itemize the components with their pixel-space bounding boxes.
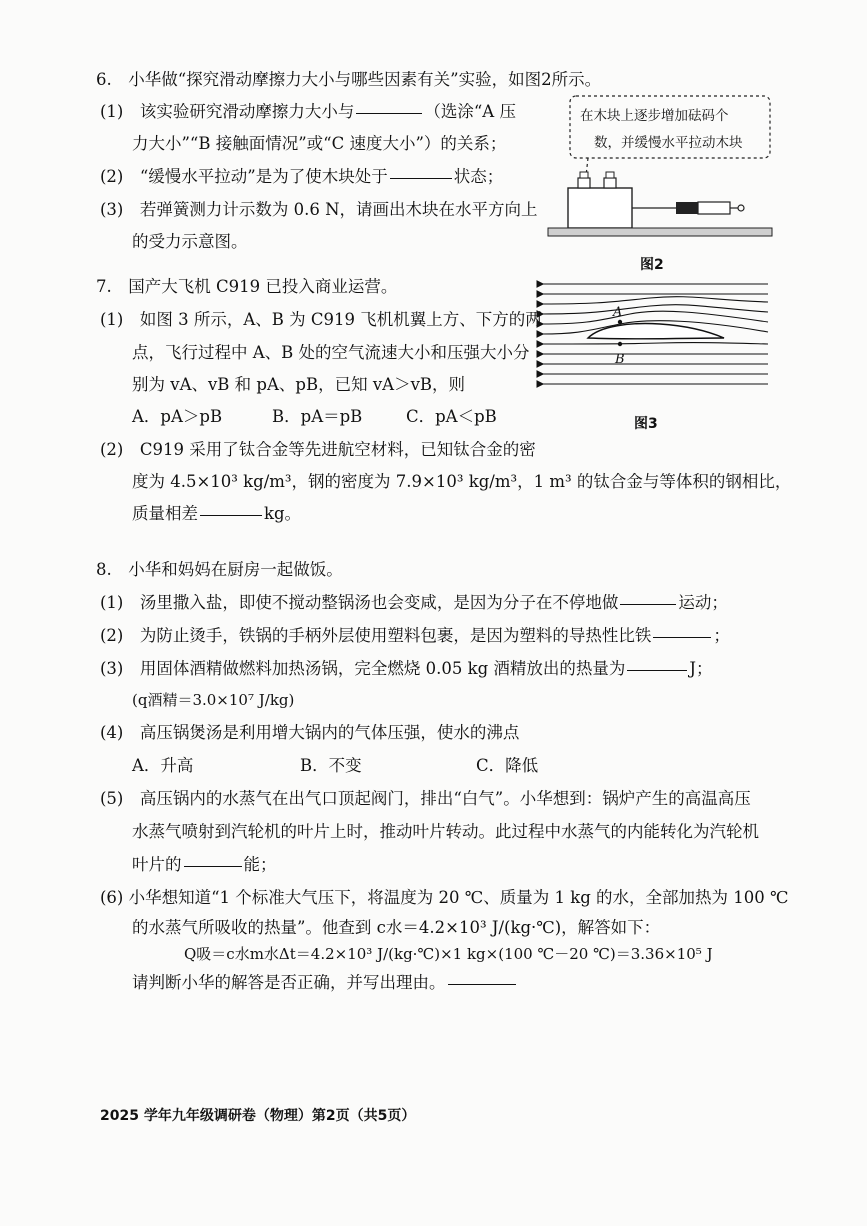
q7-p1-line3: 别为 vA、vB 和 pA、pB，已知 vA＞vB，则 <box>132 375 466 394</box>
q7-p1-line1: (1) 如图 3 所示，A、B 为 C919 飞机机翼上方、下方的两 <box>100 310 542 329</box>
q7-option-c[interactable]: C．pA＜pB <box>406 407 497 426</box>
q6-p3-line2: 的受力示意图。 <box>132 232 248 251</box>
q8-p1-blank[interactable] <box>620 604 676 605</box>
page-footer: 2025 学年九年级调研卷（物理）第2页（共5页） <box>100 1108 416 1124</box>
q6-p3-line1: (3) 若弹簧测力计示数为 0.6 N，请画出木块在水平方向上 <box>100 200 538 219</box>
q6-part2 <box>100 167 503 187</box>
q8-p3-given: (q酒精＝3.0×10⁷ J/kg) <box>132 691 295 709</box>
q8-part2 <box>100 626 730 646</box>
q8-stem: 8. 小华和妈妈在厨房一起做饭。 <box>96 560 343 579</box>
q6-p2-blank[interactable] <box>390 178 452 179</box>
q6-p1-text-b: （选涂“A 压 <box>424 102 516 121</box>
q7-p2-line3 <box>132 504 301 524</box>
figure-2-callout-line2: 数，并缓慢水平拉动木块 <box>594 135 743 151</box>
q7-p2-text-d: kg。 <box>264 504 302 523</box>
q8-p6-text-c: 请判断小华的解答是否正确，并写出理由。 <box>132 973 446 992</box>
q6-stem: 6. 小华做“探究滑动摩擦力大小与哪些因素有关”实验，如图2所示。 <box>96 70 602 89</box>
q8-p6-line1: (6) 小华想知道“1 个标准大气压下，将温度为 20 ℃、质量为 1 kg 的水，全部加热为 100 ℃ <box>100 888 789 907</box>
q8-p1-text-a: (1) 汤里撒入盐，即使不搅动整锅汤也会变咸，是因为分子在不停地做 <box>100 593 619 612</box>
q8-p3-text-b: J； <box>689 659 713 678</box>
q6-p1-line2: 力大小”“B 接触面情况”或“C 速度大小”）的关系； <box>132 134 507 153</box>
q8-part1 <box>100 593 728 613</box>
q8-p1-text-b: 运动； <box>678 593 728 612</box>
q7-p2-line2: 度为 4.5×10³ kg/m³，钢的密度为 7.9×10³ kg/m³，1 m³ 的钛合金与等体积的钢相比， <box>132 472 792 491</box>
q8-p4-line1: (4) 高压锅煲汤是利用增大锅内的气体压强，使水的沸点 <box>100 723 520 742</box>
figure-3-label-a: A <box>613 305 623 320</box>
q7-p2-text-c: 质量相差 <box>132 504 198 523</box>
q6-p2-text-b: 状态； <box>453 167 504 186</box>
q8-p6-line3 <box>132 973 518 993</box>
q8-option-b[interactable]: B．不变 <box>300 756 362 775</box>
q7-p1-line2: 点，飞行过程中 A、B 处的空气流速大小和压强大小分 <box>132 343 530 362</box>
q6-part1-line1 <box>100 102 516 122</box>
figure-3-label-b: B <box>615 352 625 367</box>
q8-p6-line2: 的水蒸气所吸收的热量”。他查到 c水＝4.2×10³ J/(kg·℃)，解答如下： <box>132 918 661 937</box>
q8-p2-text-a: (2) 为防止烫手，铁锅的手柄外层使用塑料包裹，是因为塑料的导热性比铁 <box>100 626 652 645</box>
q8-p3-blank[interactable] <box>627 670 687 671</box>
q8-part3 <box>100 659 713 679</box>
q8-p5-text-c: 叶片的 <box>132 855 182 874</box>
q8-p5-line1: (5) 高压锅内的水蒸气在出气口顶起阀门，排出“白气”。小华想到：锅炉产生的高温高压 <box>100 789 751 808</box>
q8-p5-blank[interactable] <box>184 866 242 867</box>
q8-p5-line2: 水蒸气喷射到汽轮机的叶片上时，推动叶片转动。此过程中水蒸气的内能转化为汽轮机 <box>132 822 759 841</box>
q8-p3-text-a: (3) 用固体酒精做燃料加热汤锅，完全燃烧 0.05 kg 酒精放出的热量为 <box>100 659 626 678</box>
q8-option-c[interactable]: C．降低 <box>476 756 539 775</box>
figure-2-caption: 图2 <box>640 257 664 273</box>
q8-p5-line3 <box>132 855 277 875</box>
q8-p2-text-b: ； <box>713 626 730 645</box>
q8-p2-blank[interactable] <box>653 637 711 638</box>
q7-p2-line1: (2) C919 采用了钛合金等先进航空材料，已知钛合金的密 <box>100 440 536 459</box>
q8-p5-text-d: 能； <box>243 855 277 874</box>
q6-p1-blank[interactable] <box>356 113 422 114</box>
q7-p2-blank[interactable] <box>200 515 262 516</box>
q6-p1-text-a: (1) 该实验研究滑动摩擦力大小与 <box>100 102 355 121</box>
q8-p6-formula: Q吸＝c水m水Δt＝4.2×10³ J/(kg·℃)×1 kg×(100 ℃－20 ℃)＝3.36×10⁵ J <box>184 945 713 963</box>
q6-p2-text-a: (2) “缓慢水平拉动”是为了使木块处于 <box>100 167 388 186</box>
figure-2-callout-line1: 在木块上逐步增加砝码个 <box>580 108 729 124</box>
q8-option-a[interactable]: A．升高 <box>132 756 194 775</box>
q7-option-b[interactable]: B．pA＝pB <box>272 407 363 426</box>
q8-p6-blank[interactable] <box>448 984 516 985</box>
q7-stem: 7. 国产大飞机 C919 已投入商业运营。 <box>96 277 398 296</box>
figure-3-wing-airflow <box>540 276 770 401</box>
figure-3-caption: 图3 <box>634 416 658 432</box>
q7-option-a[interactable]: A．pA＞pB <box>132 407 223 426</box>
